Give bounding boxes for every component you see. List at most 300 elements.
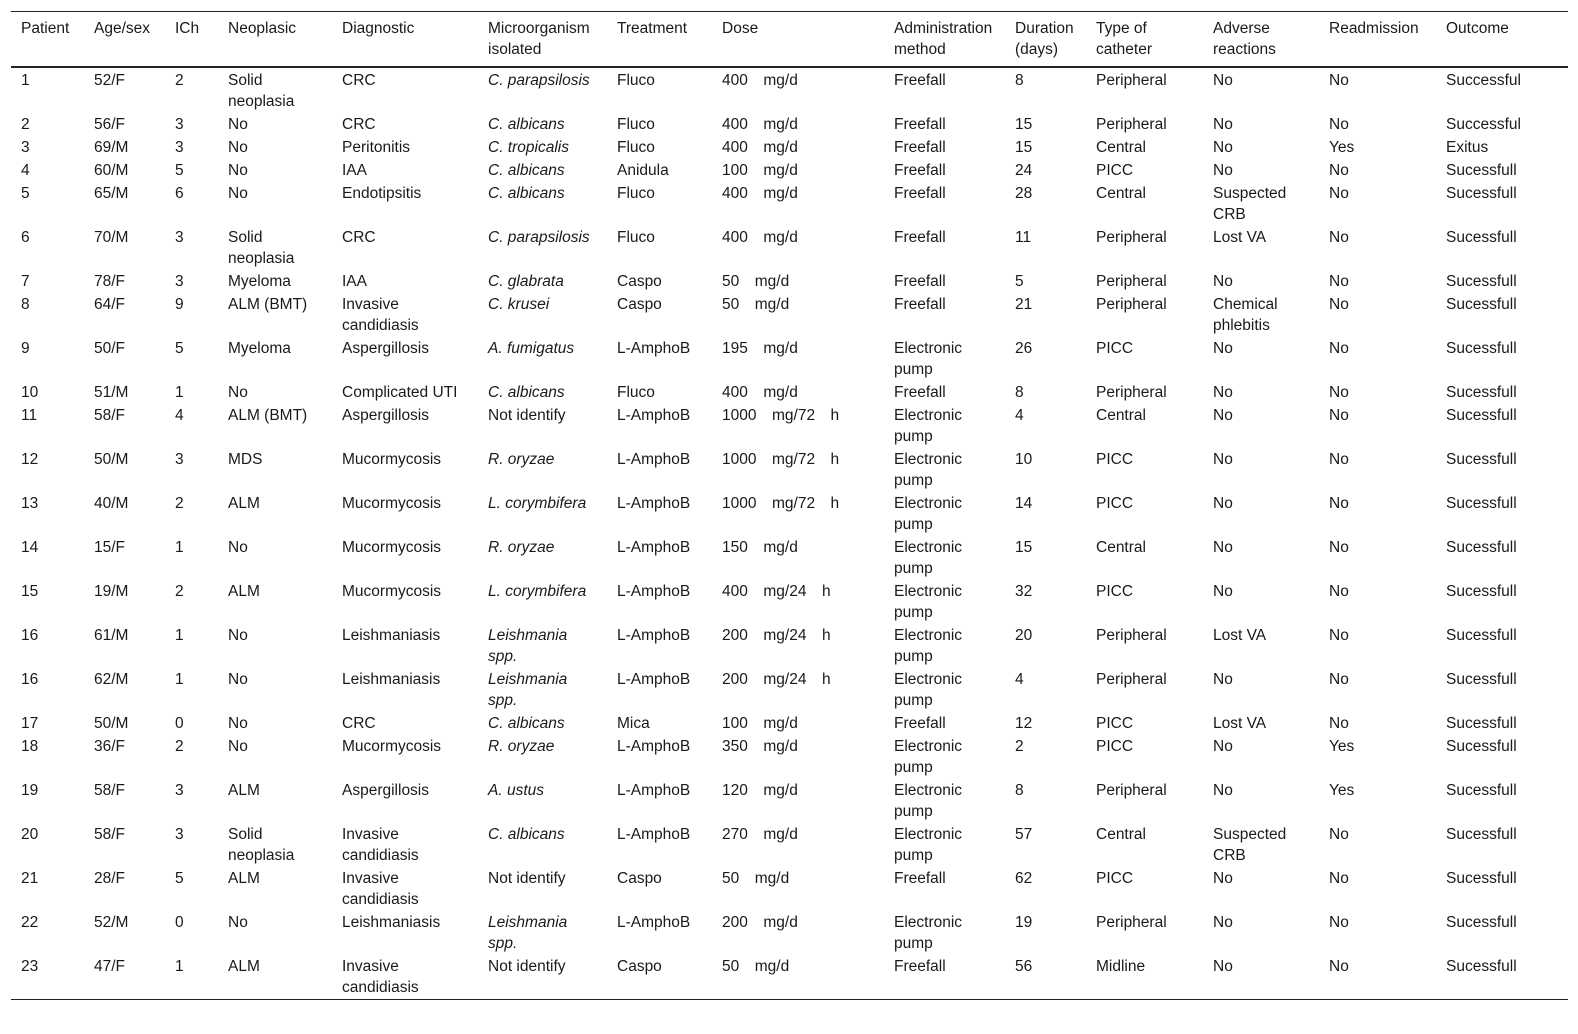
cell-outcome: Sucessfull [1446, 451, 1517, 468]
cell-patient: 8 [21, 296, 30, 313]
cell-dose: 400 mg/d [722, 139, 798, 156]
cell-diagnostic: Aspergillosis [342, 782, 430, 799]
cell-age-sex: 58/F [94, 407, 126, 424]
cell-treatment: L-AmphoB [617, 627, 691, 644]
cell-age-sex: 61/M [94, 627, 129, 644]
table-row [11, 536, 1568, 580]
cell-catheter: Peripheral [1096, 273, 1167, 290]
cell-ich: 5 [175, 870, 184, 887]
cell-treatment: L-AmphoB [617, 451, 691, 468]
cell-patient: 5 [21, 185, 30, 202]
cell-catheter: Peripheral [1096, 296, 1167, 313]
cell-readmission: No [1329, 539, 1349, 556]
cell-age-sex: 62/M [94, 671, 129, 688]
cell-microorganism: R. oryzae [488, 539, 555, 556]
cell-catheter: PICC [1096, 715, 1134, 732]
cell-dose: 270 mg/d [722, 826, 798, 843]
cell-treatment: Caspo [617, 870, 662, 887]
cell-catheter: Peripheral [1096, 116, 1167, 133]
cell-readmission: No [1329, 185, 1349, 202]
cell-dose: 50 mg/d [722, 870, 790, 887]
cell-duration: 2 [1015, 738, 1024, 755]
cell-diagnostic: Aspergillosis [342, 340, 430, 357]
cell-age-sex: 70/M [94, 229, 129, 246]
cell-readmission: No [1329, 715, 1349, 732]
cell-readmission: Yes [1329, 782, 1355, 799]
cell-ich: 1 [175, 958, 184, 975]
cell-outcome: Sucessfull [1446, 583, 1517, 600]
cell-administration: Electronic pump [894, 407, 963, 445]
cell-adverse-reactions: No [1213, 914, 1233, 931]
cell-readmission: Yes [1329, 738, 1355, 755]
cell-diagnostic: IAA [342, 273, 367, 290]
cell-ich: 5 [175, 162, 184, 179]
cell-diagnostic: Mucormycosis [342, 495, 442, 512]
cell-diagnostic: CRC [342, 229, 376, 246]
cell-administration: Electronic pump [894, 627, 963, 665]
cell-dose: 1000 mg/72 h [722, 451, 840, 468]
cell-ich: 2 [175, 495, 184, 512]
cell-treatment: Fluco [617, 72, 655, 89]
cell-diagnostic: Leishmaniasis [342, 627, 441, 644]
table-row [11, 226, 1568, 270]
cell-duration: 5 [1015, 273, 1024, 290]
cell-age-sex: 40/M [94, 495, 129, 512]
cell-age-sex: 50/F [94, 340, 126, 357]
cell-treatment: Anidula [617, 162, 669, 179]
cell-administration: Electronic pump [894, 340, 963, 378]
cell-duration: 15 [1015, 116, 1033, 133]
cell-catheter: Central [1096, 139, 1146, 156]
cell-microorganism: Leishmania spp. [488, 671, 568, 709]
table-row [11, 337, 1568, 381]
cell-catheter: Peripheral [1096, 914, 1167, 931]
cell-ich: 3 [175, 139, 184, 156]
cell-ich: 3 [175, 116, 184, 133]
column-header-patient: Patient [21, 20, 70, 37]
cell-age-sex: 50/M [94, 715, 129, 732]
cell-patient: 21 [21, 870, 39, 887]
cell-catheter: Central [1096, 407, 1146, 424]
cell-duration: 12 [1015, 715, 1033, 732]
cell-neoplasic: No [228, 715, 248, 732]
cell-adverse-reactions: No [1213, 384, 1233, 401]
table-row [11, 404, 1568, 448]
cell-ich: 3 [175, 451, 184, 468]
patients-table [11, 11, 1568, 1000]
cell-dose: 100 mg/d [722, 715, 798, 732]
cell-neoplasic: No [228, 671, 248, 688]
cell-diagnostic: Mucormycosis [342, 583, 442, 600]
cell-age-sex: 52/M [94, 914, 129, 931]
cell-outcome: Sucessfull [1446, 384, 1517, 401]
cell-adverse-reactions: No [1213, 139, 1233, 156]
cell-treatment: Fluco [617, 139, 655, 156]
cell-readmission: No [1329, 870, 1349, 887]
cell-diagnostic: Mucormycosis [342, 451, 442, 468]
cell-outcome: Sucessfull [1446, 162, 1517, 179]
cell-microorganism: L. corymbifera [488, 495, 587, 512]
cell-duration: 14 [1015, 495, 1033, 512]
cell-duration: 24 [1015, 162, 1033, 179]
cell-ich: 3 [175, 826, 184, 843]
cell-duration: 56 [1015, 958, 1033, 975]
cell-diagnostic: CRC [342, 715, 376, 732]
cell-adverse-reactions: No [1213, 340, 1233, 357]
cell-patient: 10 [21, 384, 39, 401]
cell-microorganism: C. parapsilosis [488, 72, 590, 89]
cell-readmission: No [1329, 671, 1349, 688]
table-row [11, 67, 1568, 113]
cell-dose: 1000 mg/72 h [722, 495, 840, 512]
cell-administration: Freefall [894, 715, 946, 732]
cell-patient: 12 [21, 451, 39, 468]
column-header-readmission: Readmission [1329, 20, 1419, 37]
cell-outcome: Sucessfull [1446, 185, 1517, 202]
cell-adverse-reactions: Suspected CRB [1213, 826, 1287, 864]
cell-ich: 3 [175, 229, 184, 246]
cell-adverse-reactions: No [1213, 583, 1233, 600]
cell-microorganism: C. albicans [488, 715, 565, 732]
cell-neoplasic: ALM [228, 958, 260, 975]
cell-patient: 2 [21, 116, 30, 133]
cell-ich: 1 [175, 627, 184, 644]
cell-age-sex: 65/M [94, 185, 129, 202]
cell-microorganism: Not identify [488, 870, 566, 887]
cell-adverse-reactions: No [1213, 870, 1233, 887]
cell-treatment: L-AmphoB [617, 671, 691, 688]
cell-neoplasic: Solid neoplasia [228, 229, 295, 267]
cell-ich: 3 [175, 782, 184, 799]
cell-age-sex: 50/M [94, 451, 129, 468]
cell-age-sex: 19/M [94, 583, 129, 600]
cell-microorganism: A. ustus [488, 782, 544, 799]
cell-microorganism: Leishmania spp. [488, 627, 568, 665]
cell-dose: 50 mg/d [722, 958, 790, 975]
cell-adverse-reactions: No [1213, 273, 1233, 290]
cell-patient: 18 [21, 738, 39, 755]
cell-outcome: Sucessfull [1446, 782, 1517, 799]
cell-dose: 400 mg/d [722, 185, 798, 202]
cell-microorganism: C. krusei [488, 296, 550, 313]
cell-readmission: No [1329, 627, 1349, 644]
table-row [11, 955, 1568, 1000]
cell-readmission: No [1329, 914, 1349, 931]
cell-neoplasic: No [228, 162, 248, 179]
cell-duration: 4 [1015, 671, 1024, 688]
cell-duration: 28 [1015, 185, 1033, 202]
table-row [11, 911, 1568, 955]
cell-outcome: Sucessfull [1446, 539, 1517, 556]
cell-dose: 100 mg/d [722, 162, 798, 179]
cell-ich: 0 [175, 914, 184, 931]
cell-administration: Freefall [894, 185, 946, 202]
cell-duration: 11 [1015, 229, 1032, 246]
cell-patient: 9 [21, 340, 30, 357]
table-row [11, 113, 1568, 136]
cell-microorganism: C. albicans [488, 185, 565, 202]
cell-age-sex: 52/F [94, 72, 126, 89]
cell-neoplasic: No [228, 116, 248, 133]
cell-age-sex: 15/F [94, 539, 126, 556]
cell-ich: 0 [175, 715, 184, 732]
cell-neoplasic: No [228, 914, 248, 931]
table-row [11, 580, 1568, 624]
table-row [11, 867, 1568, 911]
column-header-adverse-reactions: Adverse reactions [1213, 20, 1276, 58]
header-row [11, 12, 1568, 68]
cell-patient: 17 [21, 715, 39, 732]
cell-neoplasic: Myeloma [228, 340, 291, 357]
cell-dose: 400 mg/d [722, 229, 798, 246]
cell-adverse-reactions: No [1213, 539, 1233, 556]
cell-patient: 20 [21, 826, 39, 843]
cell-administration: Electronic pump [894, 583, 963, 621]
cell-readmission: No [1329, 162, 1349, 179]
table-row [11, 668, 1568, 712]
cell-patient: 13 [21, 495, 39, 512]
cell-dose: 200 mg/d [722, 914, 798, 931]
cell-dose: 50 mg/d [722, 273, 790, 290]
cell-adverse-reactions: No [1213, 738, 1233, 755]
cell-neoplasic: ALM (BMT) [228, 296, 308, 313]
cell-readmission: No [1329, 958, 1349, 975]
cell-outcome: Sucessfull [1446, 340, 1517, 357]
cell-microorganism: C. parapsilosis [488, 229, 590, 246]
cell-outcome: Sucessfull [1446, 407, 1517, 424]
table-row [11, 381, 1568, 404]
cell-readmission: No [1329, 826, 1349, 843]
cell-neoplasic: ALM [228, 495, 260, 512]
cell-neoplasic: No [228, 738, 248, 755]
cell-diagnostic: Endotipsitis [342, 185, 422, 202]
column-header-microorganism: Microorganism isolated [488, 20, 590, 58]
cell-microorganism: R. oryzae [488, 738, 555, 755]
cell-patient: 6 [21, 229, 30, 246]
cell-neoplasic: No [228, 627, 248, 644]
cell-dose: 200 mg/24 h [722, 671, 831, 688]
cell-duration: 4 [1015, 407, 1024, 424]
cell-age-sex: 51/M [94, 384, 129, 401]
cell-administration: Electronic pump [894, 782, 963, 820]
cell-ich: 1 [175, 671, 184, 688]
cell-treatment: L-AmphoB [617, 583, 691, 600]
cell-outcome: Sucessfull [1446, 826, 1517, 843]
cell-duration: 15 [1015, 139, 1033, 156]
cell-outcome: Sucessfull [1446, 870, 1517, 887]
cell-catheter: PICC [1096, 738, 1134, 755]
cell-treatment: Fluco [617, 384, 655, 401]
table-row [11, 182, 1568, 226]
cell-treatment: L-AmphoB [617, 738, 691, 755]
cell-outcome: Sucessfull [1446, 738, 1517, 755]
cell-age-sex: 78/F [94, 273, 126, 290]
cell-dose: 50 mg/d [722, 296, 790, 313]
cell-catheter: Peripheral [1096, 627, 1167, 644]
cell-readmission: No [1329, 583, 1349, 600]
cell-treatment: L-AmphoB [617, 407, 691, 424]
cell-neoplasic: No [228, 185, 248, 202]
cell-adverse-reactions: No [1213, 451, 1233, 468]
cell-readmission: No [1329, 72, 1349, 89]
cell-neoplasic: No [228, 539, 248, 556]
cell-adverse-reactions: No [1213, 958, 1233, 975]
cell-age-sex: 64/F [94, 296, 126, 313]
cell-dose: 400 mg/d [722, 72, 798, 89]
cell-outcome: Sucessfull [1446, 273, 1517, 290]
cell-neoplasic: No [228, 139, 248, 156]
cell-diagnostic: Leishmaniasis [342, 671, 441, 688]
cell-neoplasic: Myeloma [228, 273, 291, 290]
cell-ich: 1 [175, 384, 184, 401]
cell-administration: Electronic pump [894, 738, 963, 776]
cell-catheter: PICC [1096, 340, 1134, 357]
cell-treatment: Mica [617, 715, 650, 732]
cell-readmission: No [1329, 384, 1349, 401]
cell-catheter: PICC [1096, 583, 1134, 600]
cell-dose: 195 mg/d [722, 340, 798, 357]
column-header-ich: ICh [175, 20, 200, 37]
cell-outcome: Successful [1446, 72, 1521, 89]
table-container [11, 11, 1568, 1000]
cell-diagnostic: Aspergillosis [342, 407, 430, 424]
table-row [11, 735, 1568, 779]
cell-neoplasic: No [228, 384, 248, 401]
table-row [11, 492, 1568, 536]
cell-adverse-reactions: Lost VA [1213, 715, 1267, 732]
table-row [11, 624, 1568, 668]
column-header-neoplasic: Neoplasic [228, 20, 297, 37]
cell-patient: 11 [21, 407, 38, 424]
cell-patient: 14 [21, 539, 39, 556]
cell-ich: 2 [175, 583, 184, 600]
cell-treatment: Fluco [617, 185, 655, 202]
cell-administration: Freefall [894, 958, 946, 975]
cell-treatment: Fluco [617, 229, 655, 246]
cell-outcome: Sucessfull [1446, 671, 1517, 688]
table-row [11, 270, 1568, 293]
cell-diagnostic: Mucormycosis [342, 738, 442, 755]
cell-duration: 21 [1015, 296, 1033, 313]
cell-microorganism: Not identify [488, 958, 566, 975]
cell-adverse-reactions: No [1213, 407, 1233, 424]
column-header-outcome: Outcome [1446, 20, 1509, 37]
cell-duration: 8 [1015, 782, 1024, 799]
cell-diagnostic: IAA [342, 162, 367, 179]
cell-duration: 57 [1015, 826, 1033, 843]
cell-duration: 10 [1015, 451, 1033, 468]
cell-dose: 150 mg/d [722, 539, 798, 556]
cell-treatment: Caspo [617, 273, 662, 290]
cell-diagnostic: Complicated UTI [342, 384, 458, 401]
cell-administration: Freefall [894, 229, 946, 246]
cell-ich: 4 [175, 407, 184, 424]
cell-neoplasic: ALM [228, 870, 260, 887]
cell-dose: 400 mg/24 h [722, 583, 831, 600]
cell-neoplasic: ALM (BMT) [228, 407, 308, 424]
cell-dose: 400 mg/d [722, 116, 798, 133]
cell-outcome: Sucessfull [1446, 296, 1517, 313]
cell-age-sex: 47/F [94, 958, 126, 975]
cell-patient: 1 [21, 72, 30, 89]
cell-diagnostic: Peritonitis [342, 139, 411, 156]
column-header-administration: Administration method [894, 20, 993, 58]
cell-microorganism: Leishmania spp. [488, 914, 568, 952]
cell-age-sex: 58/F [94, 782, 126, 799]
cell-age-sex: 28/F [94, 870, 126, 887]
cell-treatment: Caspo [617, 958, 662, 975]
cell-adverse-reactions: Chemical phlebitis [1213, 296, 1278, 334]
cell-administration: Electronic pump [894, 495, 963, 533]
cell-duration: 62 [1015, 870, 1033, 887]
cell-diagnostic: Leishmaniasis [342, 914, 441, 931]
cell-readmission: No [1329, 451, 1349, 468]
cell-treatment: L-AmphoB [617, 539, 691, 556]
cell-dose: 120 mg/d [722, 782, 798, 799]
cell-ich: 6 [175, 185, 184, 202]
cell-administration: Freefall [894, 116, 946, 133]
cell-duration: 15 [1015, 539, 1033, 556]
cell-dose: 400 mg/d [722, 384, 798, 401]
cell-ich: 9 [175, 296, 184, 313]
cell-duration: 32 [1015, 583, 1033, 600]
cell-adverse-reactions: No [1213, 116, 1233, 133]
cell-duration: 8 [1015, 72, 1024, 89]
cell-diagnostic: Invasive candidiasis [342, 826, 419, 864]
cell-readmission: No [1329, 273, 1349, 290]
cell-outcome: Sucessfull [1446, 495, 1517, 512]
cell-administration: Freefall [894, 870, 946, 887]
cell-administration: Electronic pump [894, 826, 963, 864]
cell-patient: 4 [21, 162, 30, 179]
cell-administration: Freefall [894, 384, 946, 401]
cell-patient: 23 [21, 958, 39, 975]
cell-patient: 15 [21, 583, 39, 600]
cell-ich: 5 [175, 340, 184, 357]
cell-treatment: L-AmphoB [617, 914, 691, 931]
cell-diagnostic: CRC [342, 72, 376, 89]
cell-microorganism: R. oryzae [488, 451, 555, 468]
cell-microorganism: C. tropicalis [488, 139, 569, 156]
cell-treatment: L-AmphoB [617, 782, 691, 799]
cell-microorganism: C. albicans [488, 384, 565, 401]
table-row [11, 823, 1568, 867]
cell-catheter: PICC [1096, 451, 1134, 468]
cell-neoplasic: ALM [228, 583, 260, 600]
cell-readmission: No [1329, 495, 1349, 512]
cell-ich: 2 [175, 738, 184, 755]
cell-catheter: PICC [1096, 870, 1134, 887]
cell-outcome: Sucessfull [1446, 627, 1517, 644]
cell-readmission: Yes [1329, 139, 1355, 156]
cell-catheter: Peripheral [1096, 782, 1167, 799]
cell-duration: 19 [1015, 914, 1033, 931]
cell-dose: 200 mg/24 h [722, 627, 831, 644]
cell-readmission: No [1329, 407, 1349, 424]
cell-neoplasic: Solid neoplasia [228, 72, 295, 110]
cell-age-sex: 56/F [94, 116, 126, 133]
cell-administration: Freefall [894, 72, 946, 89]
cell-neoplasic: ALM [228, 782, 260, 799]
cell-administration: Freefall [894, 296, 946, 313]
cell-microorganism: L. corymbifera [488, 583, 587, 600]
cell-catheter: Central [1096, 185, 1146, 202]
cell-catheter: Central [1096, 539, 1146, 556]
cell-treatment: L-AmphoB [617, 826, 691, 843]
cell-diagnostic: Invasive candidiasis [342, 296, 419, 334]
cell-age-sex: 36/F [94, 738, 126, 755]
cell-adverse-reactions: No [1213, 671, 1233, 688]
